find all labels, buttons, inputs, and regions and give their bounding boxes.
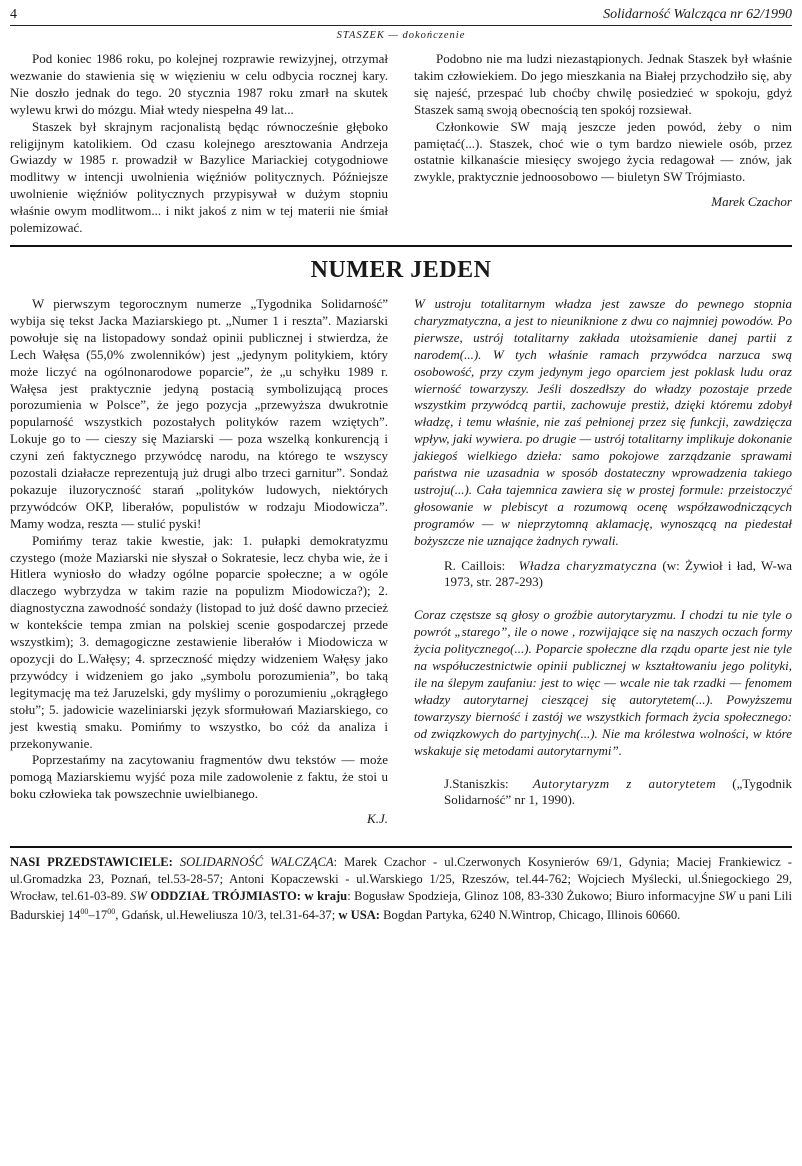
- citation-source: (w: Żywioł i ład, W-wa 1973, str. 287-293): [444, 557, 793, 590]
- representatives-footer: [10, 854, 792, 924]
- footer-divider: [10, 846, 792, 848]
- citation-work: Władza charyzmatyczna: [518, 557, 658, 573]
- author-initials: K.J.: [367, 811, 388, 827]
- footer-text: : Marek Czachor - ul.Czerwonych Kosynierów 69/1, Gdynia; Maciej Frankiewicz - ul.Gromadzka 23, Poznań, tel.53-28-57; Antoni Kopaczewski - ul.Warskiego 1/25, Rzeszów, tel.44-762; Wojciech Myślecki, ul.Śniegockiego 29, Wrocław, tel.61-03-89.: [10, 855, 792, 903]
- paragraph: Pod koniec 1986 roku, po kolejnej rozprawie rewizyjnej, otrzymał wezwanie do stawienia się w więzieniu w celu odbycia rocznej kary. Nie doszło jednak do tego. 20 stycznia 1987 roku zmarł na skutek wylewu krwi do mózgu. Miał wtedy niespełna 49 lat...: [10, 51, 388, 117]
- citation-source: („Tygodnik Solidarność” nr 1, 1990).: [444, 775, 793, 808]
- footer-text: , Gdańsk, ul.Heweliusza 10/3, tel.31-64-37;: [115, 908, 336, 923]
- quotation: W ustroju totalitarnym władza jest zawsze do pewnego stopnia charyzmatyczna, a jest to nieuniknione z dwu co najmniej powodów. Po pierwsze, ustrój totalitarny zakłada utożsamienie danej partii z narodem(...). W tych właśnie ramach przywódca narzuca swą osobowość, przy czym jedynym jego oparciem jest poklask ludu oraz wierność towarzyszy. Jeśli doszedłszy do władzy pozostaje przede wszystkim przywódcą partii, zachowuje prestiż, dzięki któremu zdobył władzę, i temu właśnie, nie zaś pełnionej przez się funkcji, zawdzięcza wpływ, jaki wywiera. po drugie — ustrój totalitarny implikuje dokonanie jakiegoś wielkiego dzieła: samo pokojowe zarządzanie sprawami państwa nie uzasadnia w sposób dostateczny wprowadzenia takiego ustroju(...). Cała tajemnica zawiera się w prostej formule: przeistoczyć głosowanie w plebiscyt a rozumową ocenę współzawodniczących programów — w nieprzytomną aklamację, wynoszącą na piedestał bożyszcze nie uznające żadnych rywali.: [414, 295, 792, 548]
- paragraph: Członkowie SW mają jeszcze jeden powód, żeby o nim pamiętać(...). Staszek, choć wie o tym bardzo niewiele osób, przez ostatnie kilkanaście miesięcy swojego życia redagował — znów, jak zwykle, praktycznie jednoosobowo — biuletyn SW Trójmiasto.: [414, 118, 792, 185]
- paragraph: Staszek był skrajnym racjonalistą będąc równocześnie głęboko religijnym katolikiem. Od czasu kolejnego aresztowania Andrzeja Gwiazdy w 1985 r. prowadził w Bazylice Mariackiej cotygodniowe modlitwy w intencji uwolnienia więźniów politycznych. Późniejsze uwolnienie więźniów politycznych przypisywał w dużym stopniu właśnie owym modlitwom... i nikt jakoś z nim w tej materii nie śmiał polemizować.: [10, 118, 388, 236]
- numer-jeden-right-column: [414, 296, 792, 828]
- footer-text: : Bogusław Spodzieja, Glinoz 108, 83-330 Żukowo; Biuro informacyjne: [347, 888, 716, 903]
- footer-sw: SW: [130, 888, 147, 903]
- citation: [414, 776, 792, 810]
- footer-text: Bogdan Partyka, 6240 N.Wintrop, Chicago, Illinois 60660.: [383, 908, 681, 923]
- continuation-heading: STASZEK — dokończenie: [336, 30, 466, 41]
- publication-title: Solidarność Walcząca nr 62/1990: [603, 7, 792, 22]
- staszek-left-column: [10, 51, 388, 237]
- footer-text: u pani Lili Badurskiej 14: [10, 888, 793, 923]
- numer-jeden-left-column: [10, 296, 388, 828]
- staszek-right-column: [414, 51, 792, 237]
- footer-text: –17: [88, 908, 108, 923]
- paragraph: Pomińmy teraz takie kwestie, jak: 1. pułapki demokratyzmu czystego (może Maziarski nie słyszał o Sokratesie, lecz chyba wie, że i Hitlera wyniosło do władzy ogólne poparcie społeczne; a w ogóle dlaczego wybrzydza w takim razie na populizm Miodowicza?); 2. diagnostyczna zawodność sondaży (listopad to już dość dawno przecież w kontekście tempa zmian na polskiej scenie gospodarczej przede wszystkim); 3. demagogiczne zestawienie liberałów i Miodowicza w opozycji do L.Wałęsy; 4. sprzeczność między widzeniem Wałęsy jako przywódcy i widzeniem go jako „symbolu porozumienia”, bo taką legitymację ma też Jaruzelski, gdy myślimy o porozumieniu „okrągłego stołu”; 5. jadowicie wazeliniarski język sformułowań Maziarskiego, co jest kwestią smaku. Pomińmy to wszystko, bo cóż da analiza i przekonywanie.: [10, 532, 388, 751]
- footer-branch: ODDZIAŁ TRÓJMIASTO:: [150, 888, 302, 903]
- staszek-article: [10, 51, 792, 237]
- citation-author: J.Staniszkis:: [444, 775, 509, 791]
- footer-domestic: w kraju: [304, 888, 348, 903]
- quotation: Coraz częstsze są głosy o groźbie autorytaryzmu. I chodzi tu nie tyle o powrót „starego”, ile o nowe , rozwijające się na naszych oczach formy życia politycznego(...). Poparcie społeczne dla rządu oparte jest nie tyle na współuczestnictwie opinii publicznej w kształtowaniu jego polityki, ile na ślepym zaufaniu: jest to więc — wcale nie tak rzadki — fenomem władzy autorytarnej cieszącej się autorytetem(...). Powyższemu towarzyszy bierność i zastój we wszystkich formach życia społecznego: od związkowych do partyjnych(...). Nie ma królestwa wolności, w które wskakuje się metodami autorytarnymi”.: [414, 607, 792, 758]
- footer-lead: NASI PRZEDSTAWICIELE:: [10, 855, 173, 870]
- newspaper-page: [10, 6, 792, 924]
- header-rule: [10, 25, 792, 26]
- section-divider: [10, 245, 792, 247]
- numer-jeden-article: [10, 296, 792, 828]
- citation: [414, 558, 792, 592]
- paragraph: W pierwszym tegorocznym numerze „Tygodnika Solidarność” wybija się tekst Jacka Maziarskiego pt. „Numer 1 i reszta”. Maziarski powołuje się na listopadowy sondaż opinii publicznej i stwierdza, że Lech Wałęsa (55,0% zwolenników) jest „jedynym politykiem, który może liczyć na ogólnonarodowe poparcie”, że „u schyłku 1989 r. Wałęsa jest praktycznie jedyną postacią symbolizującą proces porozumienia w Polsce”, że jego pozycja „przewyższa dwukrotnie popularność wszystkich pozostałych polityków razem wziętych”. Lokuje go to — cieszy się Maziarski — poza wszelką konkurencją i czyni zeń faktycznego przywódcę narodu, na którego te wszyscy pozostali działacze reprezentują już drugi albo trzeci garnitur”. Sondaż pokazuje iluzoryczność starań „polityków ludowych, niektórych przywódców OKP, liberałów, populistów w rodzaju Miodowicza”. Mamy wodza, reszta — stulić pyski!: [10, 295, 388, 531]
- paragraph: Poprzestańmy na zacytowaniu fragmentów dwu tekstów — może pomogą Maziarskiemu wyjść poza mile zadowolenie z faktu, że stoi u boku człowieka tak powszechnie uwielbianego.: [10, 752, 388, 802]
- citation-author: R. Caillois:: [444, 557, 506, 573]
- footer-usa: w USA:: [338, 908, 380, 923]
- author-signature: Marek Czachor: [711, 194, 792, 210]
- footer-sw: SW: [718, 888, 736, 903]
- footer-org: SOLIDARNOŚĆ WALCZĄCA: [179, 855, 334, 870]
- citation-work: Autorytaryzm z autorytetem: [532, 775, 717, 791]
- page-header: [10, 6, 792, 24]
- page-number: 4: [10, 7, 17, 22]
- paragraph: Podobno nie ma ludzi niezastąpionych. Jednak Staszek był właśnie takim człowiekiem. Do jego mieszkania na Białej przychodziło się, aby się najeść, przespać lub choćby chwilę posiedzieć w spokoju, gdyż Staszek samą swoją obecnością ten spokój rozsiewał.: [414, 51, 792, 117]
- article-title: NUMER JEDEN: [310, 256, 492, 283]
- footer-hour: 00: [107, 907, 116, 917]
- footer-hour: 00: [80, 907, 89, 917]
